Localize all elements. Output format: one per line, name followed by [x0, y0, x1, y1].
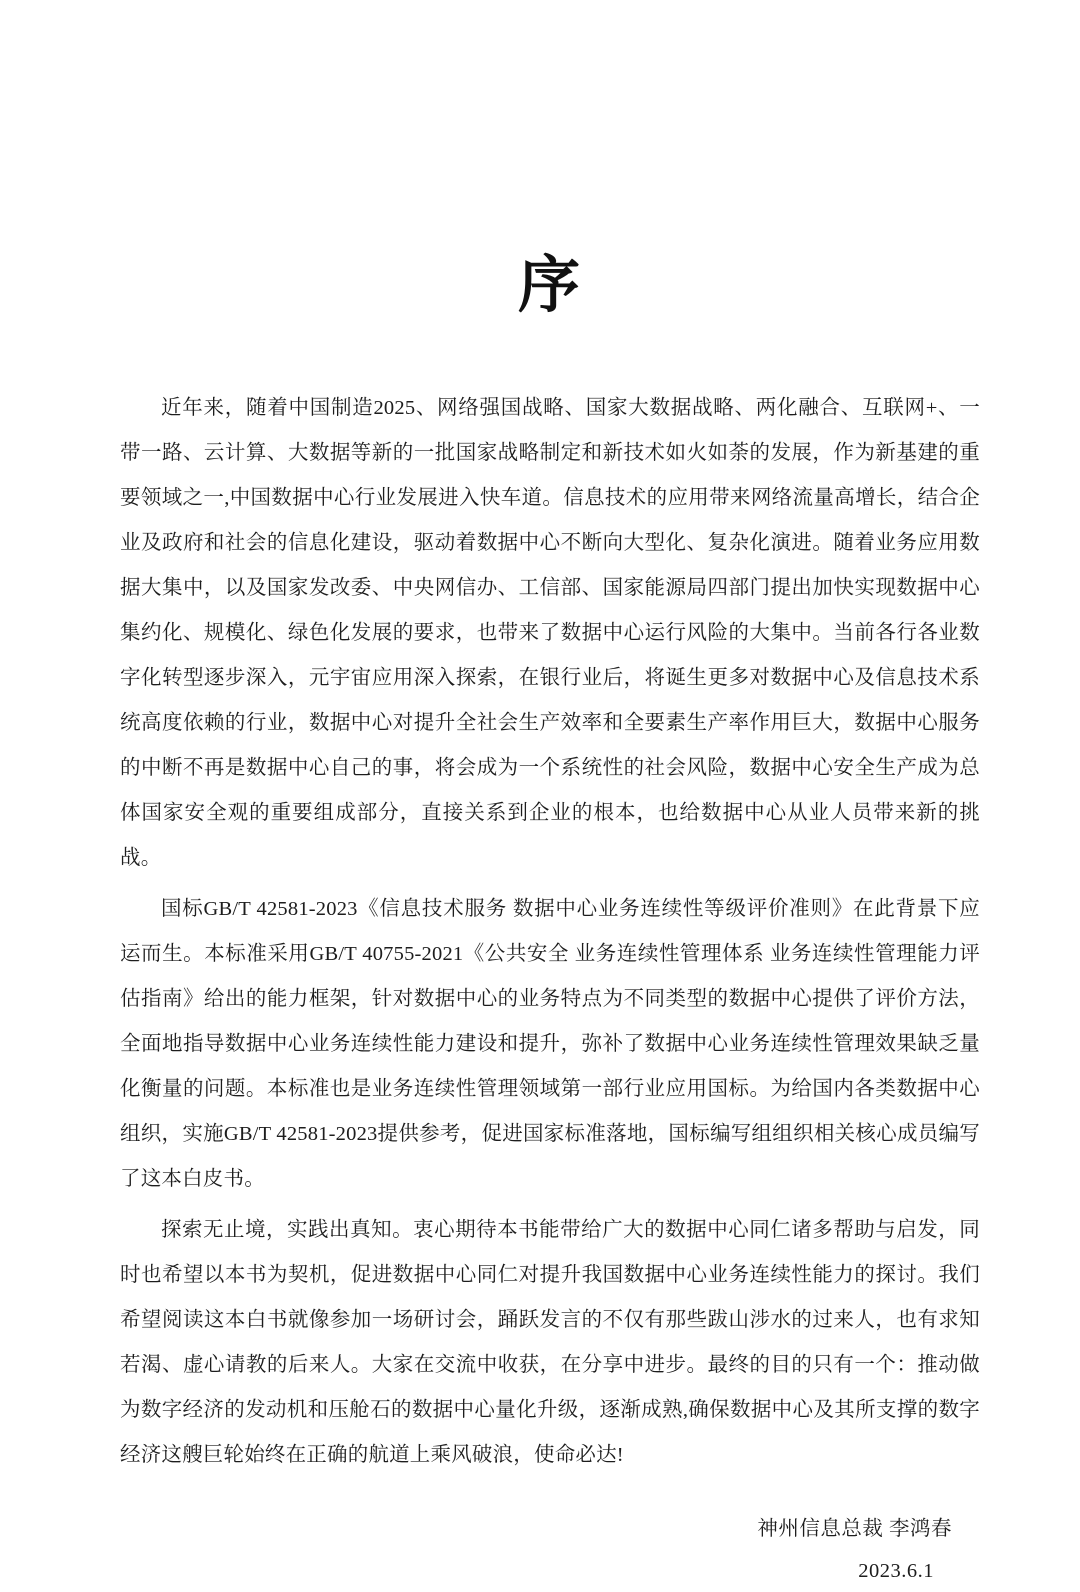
signature-block: [120, 1508, 980, 1592]
page-content: [120, 0, 980, 1582]
signature-date: 2023.6.1: [858, 1560, 934, 1582]
preface-body: [120, 386, 980, 1478]
page-title: 序: [517, 252, 582, 320]
paragraph-3: 探索无止境，实践出真知。衷心期待本书能带给广大的数据中心同仁诸多帮助与启发，同时也希望以本书为契机，促进数据中心同仁对提升我国数据中心业务连续性能力的探讨。我们希望阅读这本白书就像参加一场研讨会，踊跃发言的不仅有那些跋山涉水的过来人，也有求知若渴、虚心请教的后来人。大家在交流中收获，在分享中进步。最终的目的只有一个：推动做为数字经济的发动机和压舱石的数据中心量化升级，逐渐成熟,确保数据中心及其所支撑的数字经济这艘巨轮始终在正确的航道上乘风破浪，使命必达!: [120, 1219, 980, 1466]
paragraph-2: 国标GB/T 42581-2023《信息技术服务 数据中心业务连续性等级评价准则》在此背景下应运而生。本标准采用GB/T 40755-2021《公共安全 业务连续性管理体系 业务连续性管理能力评估指南》给出的能力框架，针对数据中心的业务特点为不同类型的数据中心提供了评价方法，全面地指导数据中心业务连续性能力建设和提升，弥补了数据中心业务连续性管理效果缺乏量化衡量的问题。本标准也是业务连续性管理领域第一部行业应用国标。为给国内各类数据中心组织，实施GB/T 42581-2023提供参考，促进国家标准落地，国标编写组组织相关核心成员编写了这本白皮书。: [120, 898, 980, 1190]
paragraph-1: 近年来，随着中国制造2025、网络强国战略、国家大数据战略、两化融合、互联网+、一带一路、云计算、大数据等新的一批国家战略制定和新技术如火如荼的发展，作为新基建的重要领域之一,中国数据中心行业发展进入快车道。信息技术的应用带来网络流量高增长，结合企业及政府和社会的信息化建设，驱动着数据中心不断向大型化、复杂化演进。随着业务应用数据大集中，以及国家发改委、中央网信办、工信部、国家能源局四部门提出加快实现数据中心集约化、规模化、绿色化发展的要求，也带来了数据中心运行风险的大集中。当前各行各业数字化转型逐步深入，元宇宙应用深入探索，在银行业后，将诞生更多对数据中心及信息技术系统高度依赖的行业，数据中心对提升全社会生产效率和全要素生产率作用巨大，数据中心服务的中断不再是数据中心自己的事，将会成为一个系统性的社会风险，数据中心安全生产成为总体国家安全观的重要组成部分，直接关系到企业的根本，也给数据中心从业人员带来新的挑战。: [120, 397, 980, 869]
signature-name: 神州信息总裁 李鸿春: [757, 1518, 952, 1540]
